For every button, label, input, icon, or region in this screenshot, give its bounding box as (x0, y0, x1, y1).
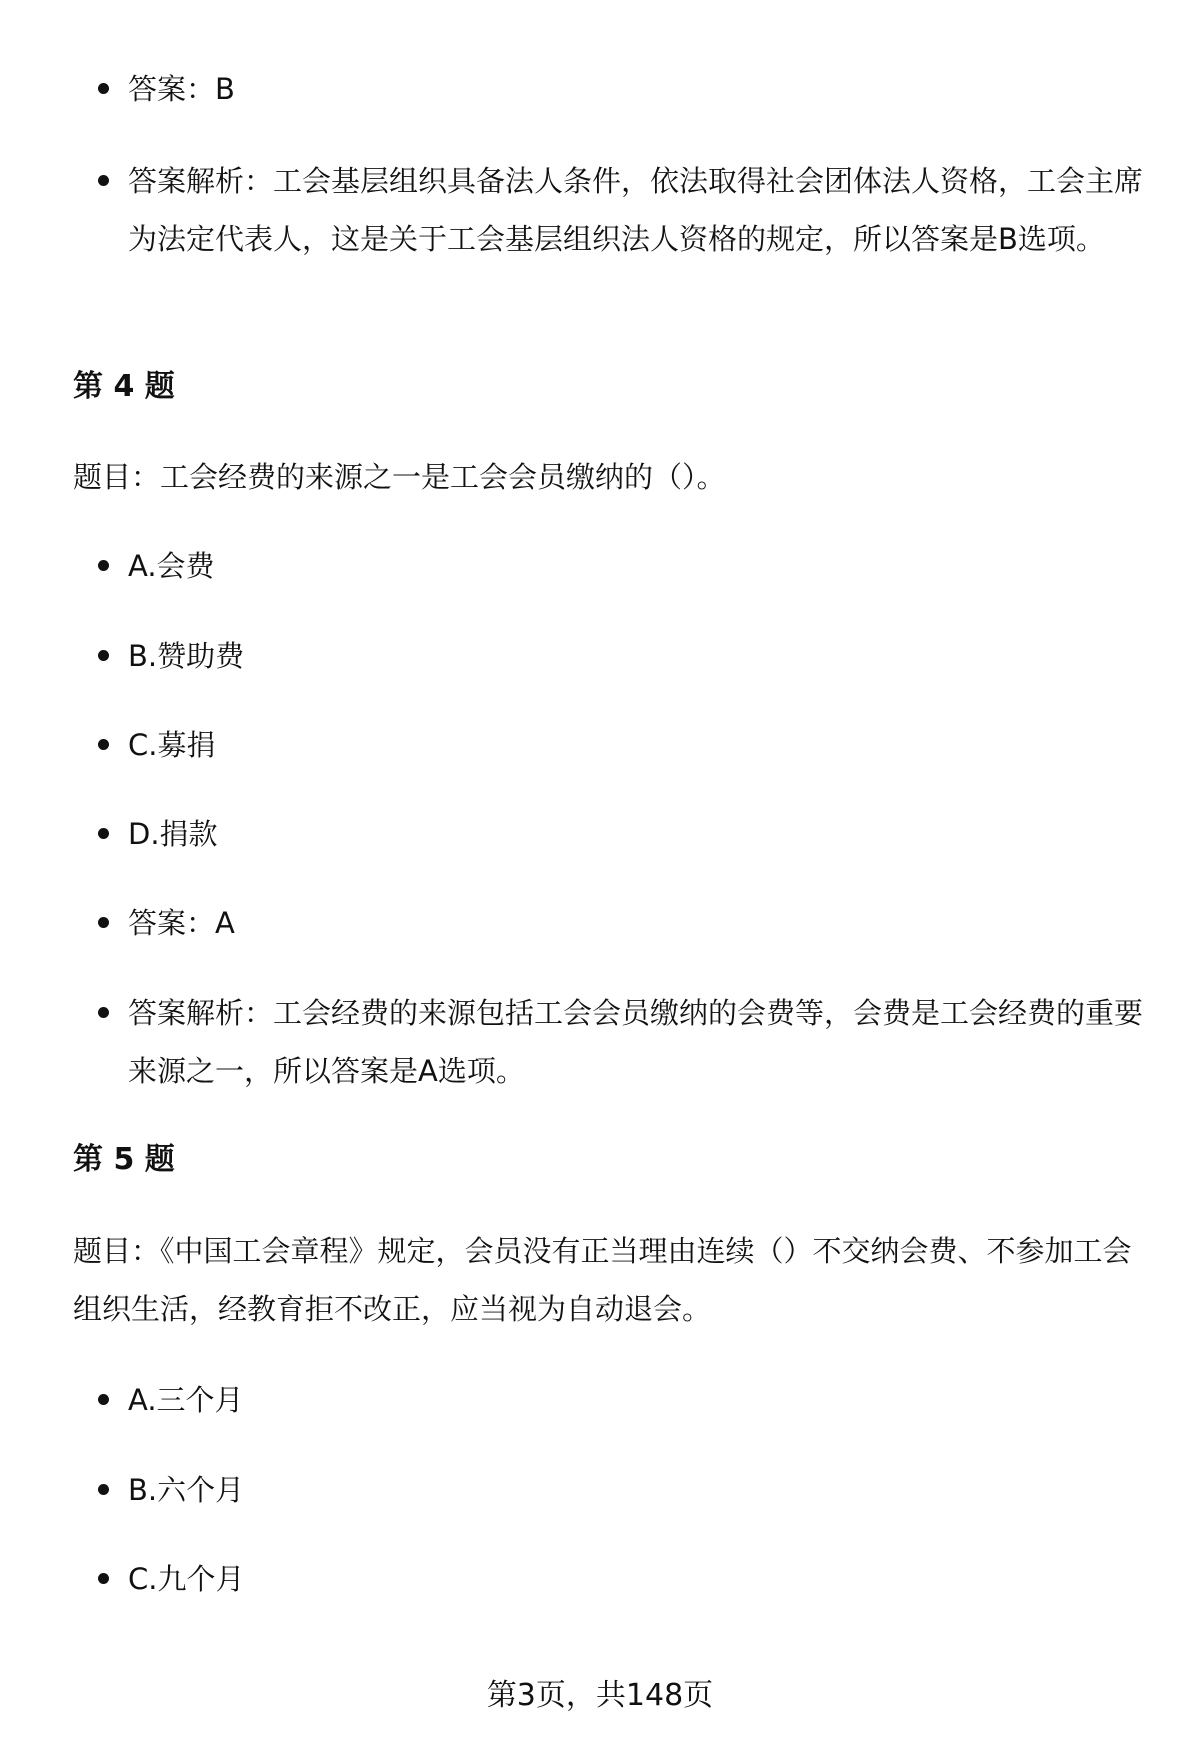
explanation-q3: 答案解析：工会基层组织具备法人条件，依法取得社会团体法人资格，工会主席为法定代表人，这是关于工会基层组织法人资格的规定，所以答案是B选项。 (128, 152, 1148, 268)
question-4-heading: 第 4 题 (73, 369, 175, 404)
q4-option-c: C.募捐 (128, 716, 1148, 774)
question-4-stem: 题目：工会经费的来源之一是工会会员缴纳的（）。 (73, 460, 726, 494)
q4-option-a: A.会费 (128, 537, 1148, 595)
q5-option-c: C.九个月 (128, 1550, 1148, 1608)
q4-option-d: D.捐款 (128, 805, 1148, 863)
answer-q4: 答案：A (128, 894, 1148, 952)
q5-option-b: B.六个月 (128, 1461, 1148, 1519)
q5-option-a: A.三个月 (128, 1371, 1148, 1429)
question-5-stem: 题目：《中国工会章程》规定，会员没有正当理由连续（）不交纳会费、不参加工会组织生活，经教育拒不改正，应当视为自动退会。 (73, 1234, 1132, 1326)
page-number-footer: 第3页，共148页 (486, 1678, 714, 1713)
answer-q3: 答案：B (128, 60, 1148, 118)
question-5-heading: 第 5 题 (73, 1142, 175, 1177)
q4-option-b: B.赞助费 (128, 627, 1148, 685)
explanation-q4: 答案解析：工会经费的来源包括工会会员缴纳的会费等，会费是工会经费的重要来源之一，所以答案是A选项。 (128, 984, 1148, 1100)
